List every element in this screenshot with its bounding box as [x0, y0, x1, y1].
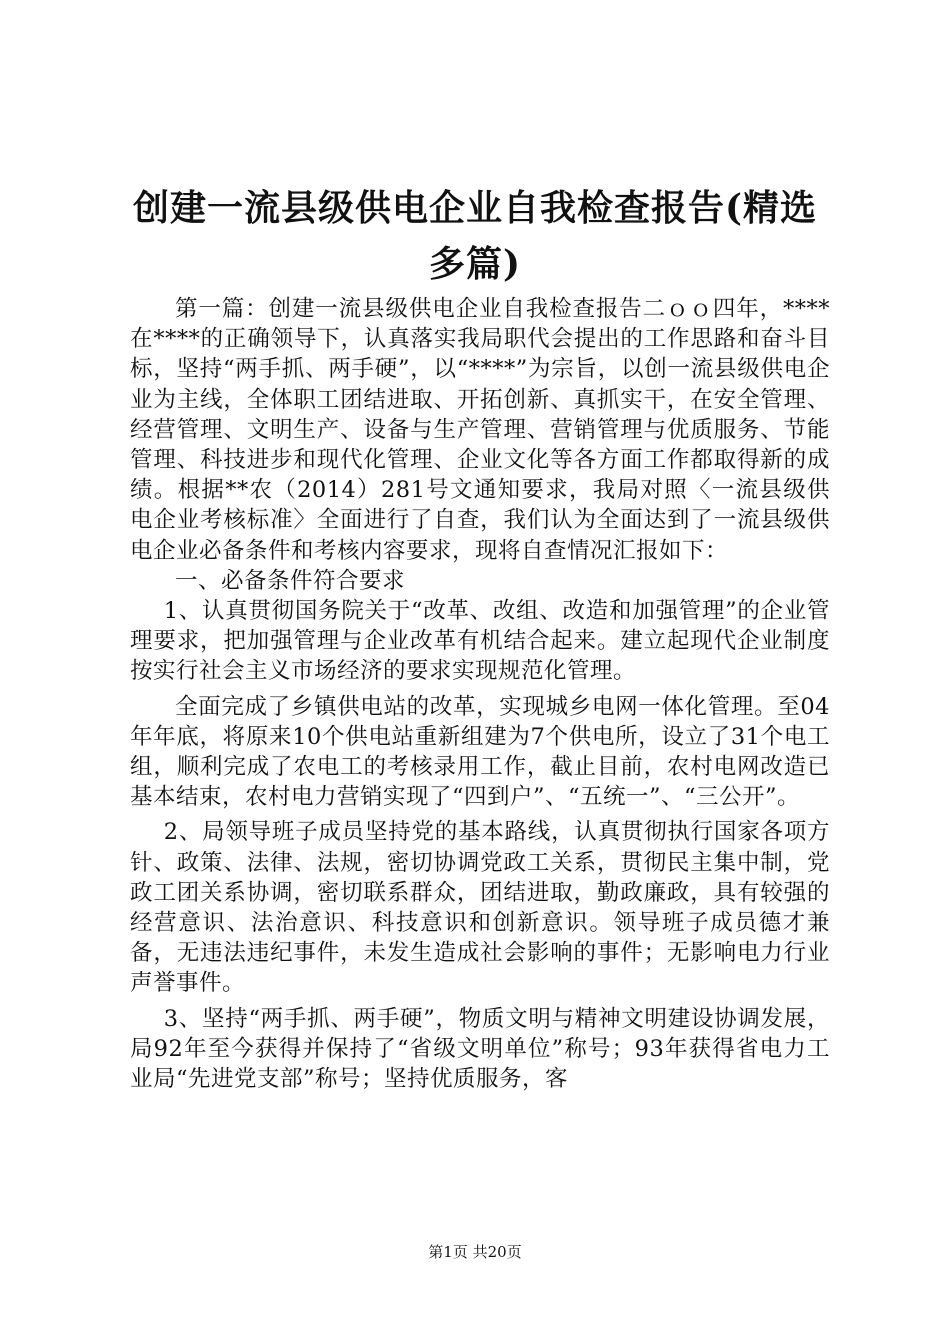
page-number: 第1页 共20页	[428, 1243, 522, 1261]
section-heading: 一、必备条件符合要求	[175, 567, 406, 594]
document-title: 创建一流县级供电企业自我检查报告(精选多篇)	[132, 187, 818, 285]
paragraph-reform: 全面完成了乡镇供电站的改革，实现城乡电网一体化管理。至04年年底，将原来10个供电站重新组建为7个供电所，设立了31个电工组，顺利完成了农电工的考核录用工作，截止目前，农村电网改造已基本结束，农村电力营销实现了“四到户”、“五统一”、“三公开”。	[130, 693, 830, 811]
paragraph-item-3: 3、坚持“两手抓、两手硬”，物质文明与精神文明建设协调发展，局92年至今获得并保持了“省级文明单位”称号；93年获得省电力工业局“先进党支部”称号；坚持优质服务，客	[130, 1005, 830, 1093]
paragraph-item-1: 1、认真贯彻国务院关于“改革、改组、改造和加强管理”的企业管理要求，把加强管理与企业改革有机结合起来。建立起现代企业制度按实行社会主义市场经济的要求实现规范化管理。	[130, 598, 830, 685]
paragraph-intro: 第一篇：创建一流县级供电企业自我检查报告二ｏｏ四年，****在****的正确领导下，认真落实我局职代会提出的工作思路和奋斗目标，坚持“两手抓、两手硬”，以“****”为宗旨，以创一流县级供电企业为主线，全体职工团结进取、开拓创新、真抓实干，在安全管理、经营管理、文明生产、设备与生产管理、营销管理与优质服务、节能管理、科技进步和现代化管理、企业文化等各方面工作都取得新的成绩。根据**农（2014）281号文通知要求，我局对照〈一流县级供电企业考核标准〉全面进行了自查，我们认为全面达到了一流县级供电企业必备条件和考核内容要求，现将自查情况汇报如下：	[130, 296, 830, 564]
document-body	[130, 294, 830, 1094]
paragraph-item-2: 2、局领导班子成员坚持党的基本路线，认真贯彻执行国家各项方针、政策、法律、法规，密切协调党政工关系，贯彻民主集中制，党政工团关系协调，密切联系群众，团结进取，勤政廉政，具有较强的经营意识、法治意识、科技意识和创新意识。领导班子成员德才兼备，无违法违纪事件，未发生造成社会影响的事件；无影响电力行业声誉事件。	[130, 819, 830, 997]
